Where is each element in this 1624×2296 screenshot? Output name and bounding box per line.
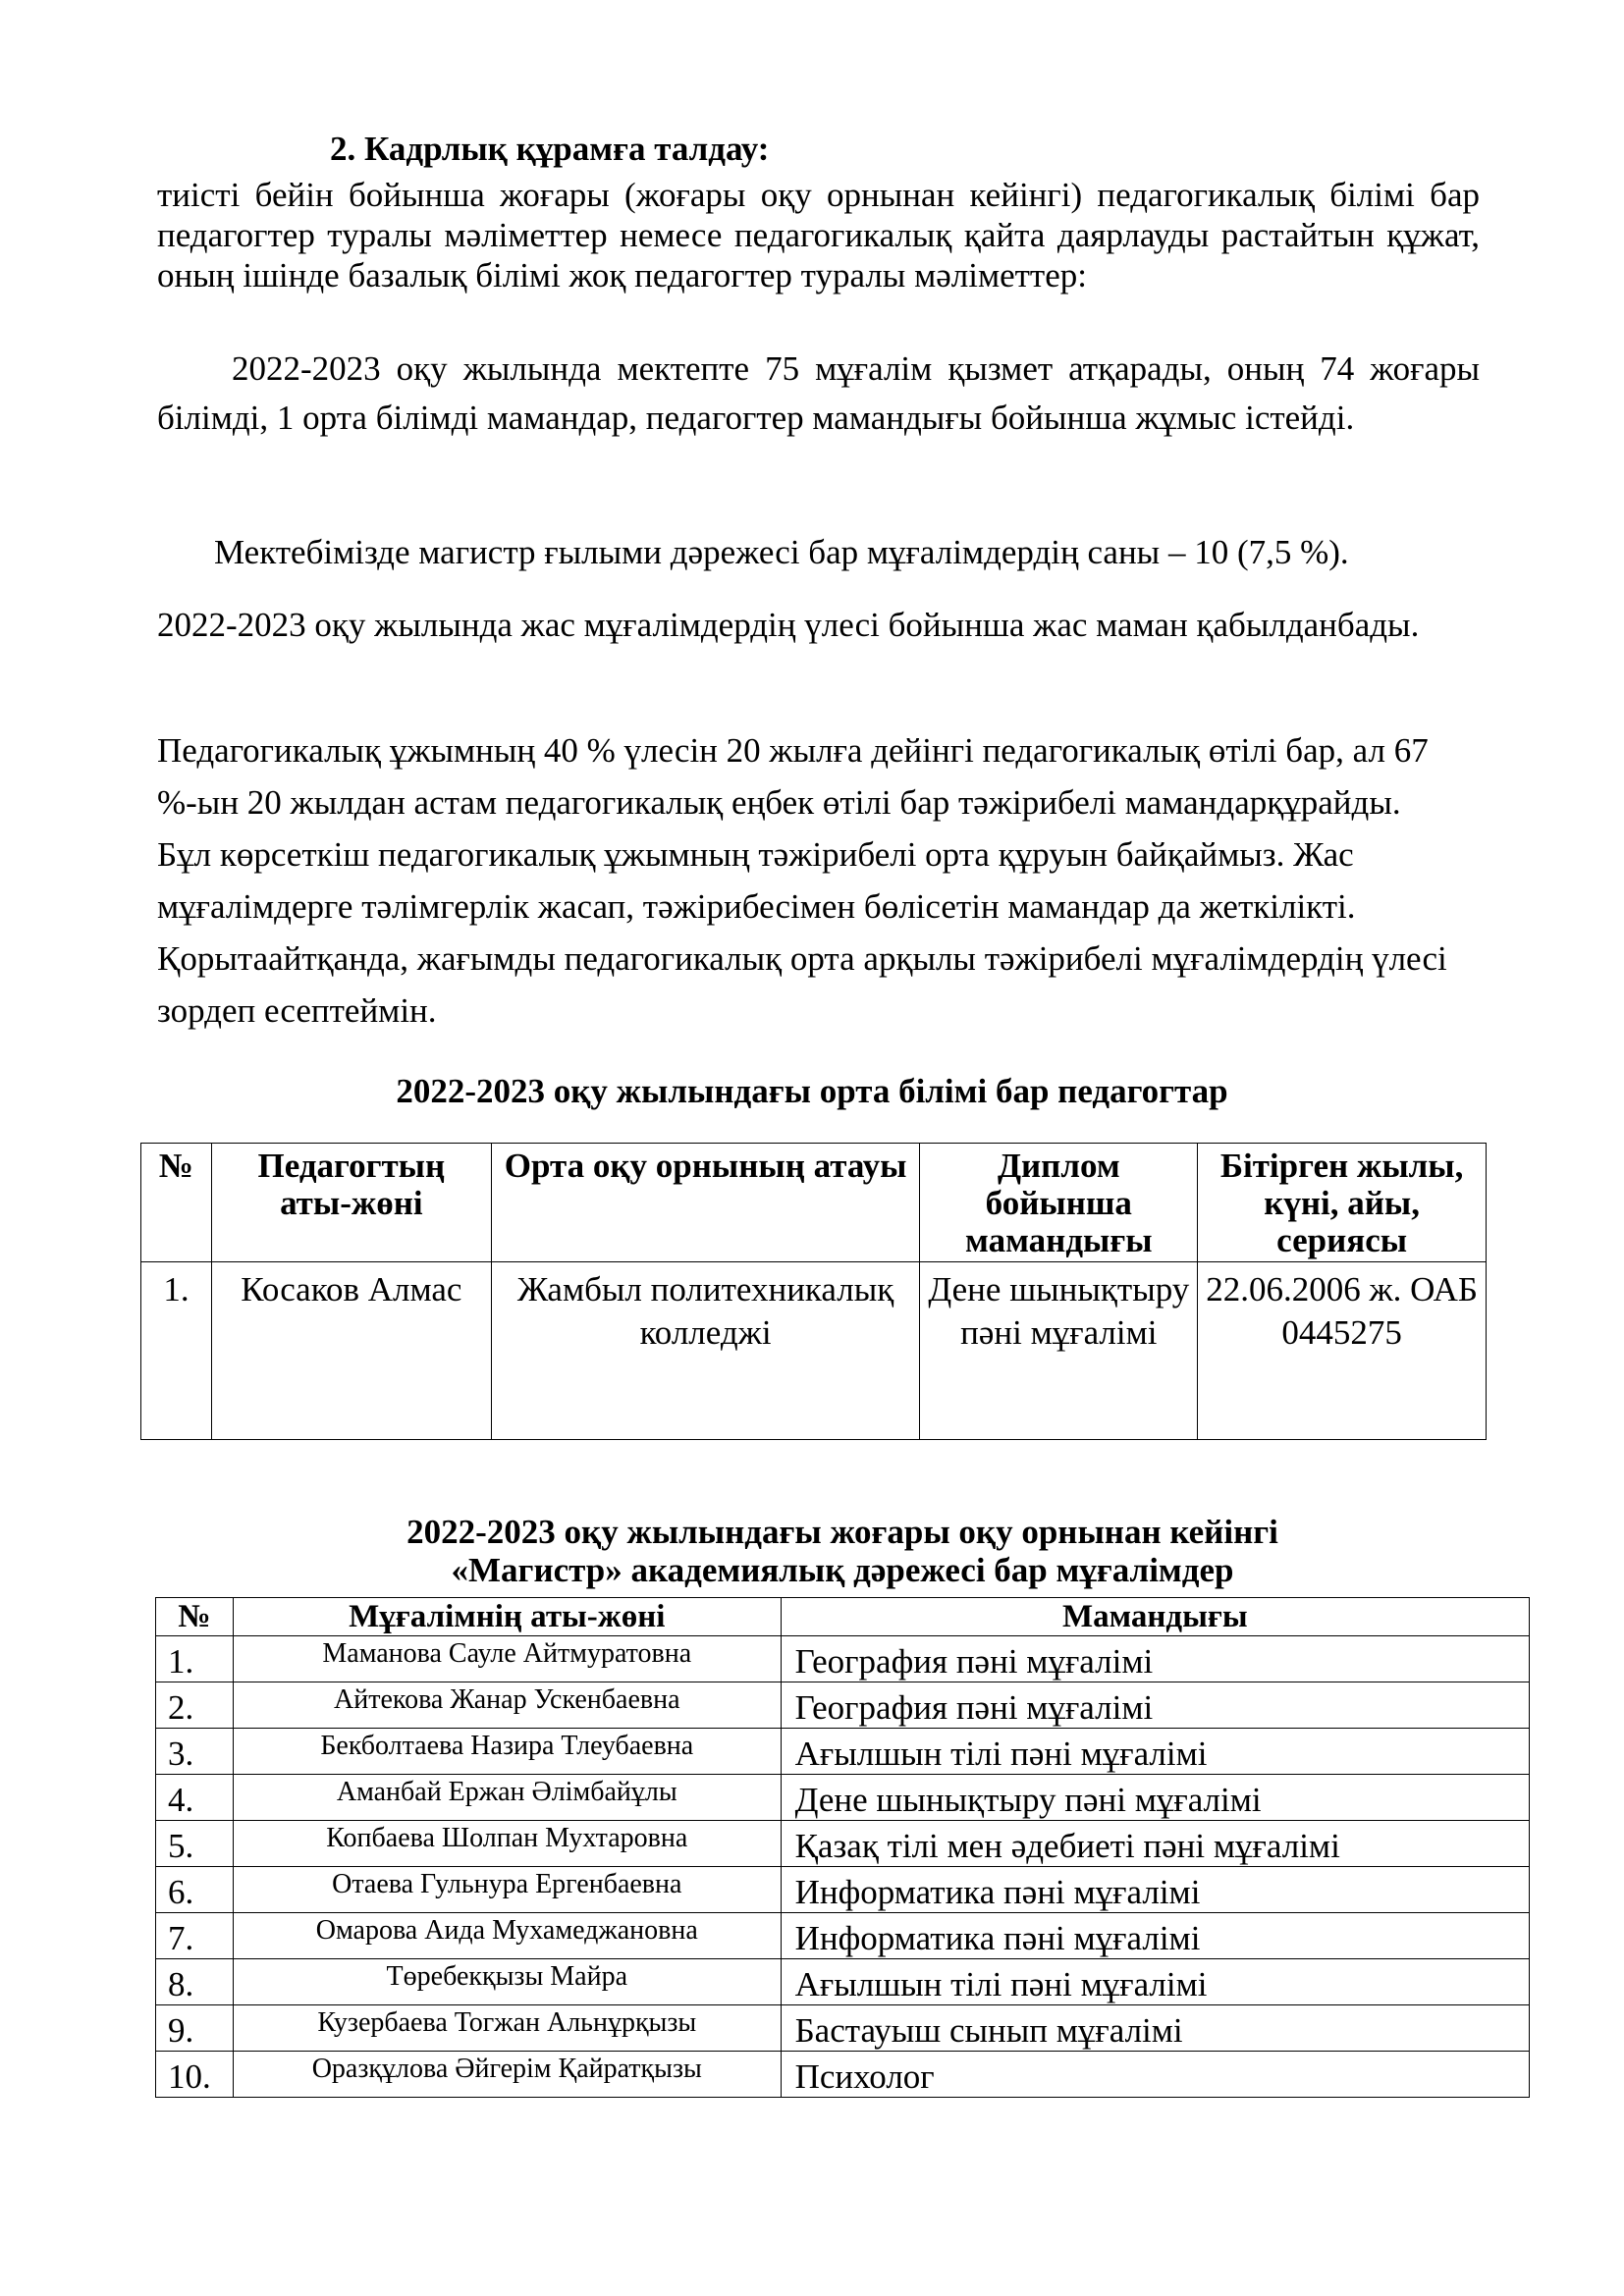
- header-school: Орта оқу орнының атауы: [491, 1144, 920, 1262]
- cell-number: 7.: [156, 1913, 234, 1959]
- secondary-education-table: [140, 1143, 1487, 1440]
- header-specialty: Мамандығы: [781, 1598, 1529, 1636]
- table-row: [156, 2052, 1530, 2098]
- paragraph-experience: Педагогикалық ұжымның 40 % үлесін 20 жылға дейінгі педагогикалық өтілі бар, ал 67 %-ын 20 жылдан астам педагогикалық еңбек өтілі бар тәжірибелі мамандарқұрайды. Бұл көрсеткіш педагогикалық ұжымның тәжірибелі орта құруын байқаймыз. Жас мұғалімдерге тәлімгерлік жасап, тәжірибесімен бөлісетін мамандар да жеткілікті. Қорытаайтқанда, жағымды педагогикалық орта арқылы тәжірибелі мұғалімдердің үлесі зордеп есептеймін.: [157, 731, 1447, 1030]
- cell-school: Жамбыл политехникалық колледжі: [491, 1262, 920, 1440]
- table-row: [156, 1636, 1530, 1682]
- cell-specialty: География пәні мұғалімі: [781, 1636, 1529, 1682]
- cell-teacher-name: Төребекқызы Майра: [233, 1959, 781, 2005]
- cell-specialty: Қазақ тілі мен әдебиеті пәні мұғалімі: [781, 1821, 1529, 1867]
- cell-specialty: Ағылшын тілі пәні мұғалімі: [781, 1729, 1529, 1775]
- cell-teacher-name: Айтекова Жанар Ускенбаевна: [233, 1682, 781, 1729]
- paragraph-masters: Мектебімізде магистр ғылыми дәрежесі бар мұғалімдердің саны – 10 (7,5 %).: [214, 533, 1349, 571]
- cell-name: Косаков Алмас: [211, 1262, 491, 1440]
- cell-specialty: География пәні мұғалімі: [781, 1682, 1529, 1729]
- cell-number: 1.: [156, 1636, 234, 1682]
- cell-teacher-name: Кузербаева Тогжан Альнұрқызы: [233, 2005, 781, 2052]
- header-name: Педагогтың аты-жөні: [211, 1144, 491, 1262]
- table-row: [141, 1262, 1487, 1440]
- paragraph-young-teachers: 2022-2023 оқу жылында жас мұғалімдердің үлесі бойынша жас маман қабылданбады.: [157, 606, 1420, 644]
- cell-teacher-name: Отаева Гульнура Ергенбаевна: [233, 1867, 781, 1913]
- cell-number: 8.: [156, 1959, 234, 2005]
- masters-teachers-table: [155, 1597, 1530, 2098]
- table-row: [156, 2005, 1530, 2052]
- cell-teacher-name: Аманбай Ержан Әлімбайұлы: [233, 1775, 781, 1821]
- table-row: [156, 1682, 1530, 1729]
- cell-teacher-name: Омарова Аида Мухамеджановна: [233, 1913, 781, 1959]
- header-number: №: [156, 1598, 234, 1636]
- cell-number: 1.: [141, 1262, 212, 1440]
- cell-specialty: Информатика пәні мұғалімі: [781, 1867, 1529, 1913]
- cell-teacher-name: Маманова Сауле Айтмуратовна: [233, 1636, 781, 1682]
- cell-diploma: Дене шынықтыру пәні мұғалімі: [920, 1262, 1198, 1440]
- cell-teacher-name: Копбаева Шолпан Мухтаровна: [233, 1821, 781, 1867]
- cell-number: 10.: [156, 2052, 234, 2098]
- table2-title-line2: «Магистр» академиялық дәрежесі бар мұғалімдер: [451, 1551, 1234, 1589]
- table-row: [156, 1959, 1530, 2005]
- cell-number: 6.: [156, 1867, 234, 1913]
- cell-number: 4.: [156, 1775, 234, 1821]
- header-graduated: Бітірген жылы, күні, айы, сериясы: [1198, 1144, 1487, 1262]
- cell-graduated: 22.06.2006 ж. ОАБ 0445275: [1198, 1262, 1487, 1440]
- section-heading: 2. Кадрлық құрамға талдау:: [330, 130, 770, 168]
- table-header-row: [156, 1598, 1530, 1636]
- table-header-row: [141, 1144, 1487, 1262]
- cell-specialty: Ағылшын тілі пәні мұғалімі: [781, 1959, 1529, 2005]
- paragraph-intro: тиісті бейін бойынша жоғары (жоғары оқу орнынан кейінгі) педагогикалық білімі бар педагогтер туралы мәліметтер немесе педагогикалық қайта даярлауды растайтын құжат, оның ішінде базалық білімі жоқ педагогтер туралы мәліметтер:: [157, 176, 1480, 294]
- table-row: [156, 1775, 1530, 1821]
- header-teacher-name: Мұғалімнің аты-жөні: [233, 1598, 781, 1636]
- cell-specialty: Информатика пәні мұғалімі: [781, 1913, 1529, 1959]
- cell-number: 9.: [156, 2005, 234, 2052]
- cell-number: 2.: [156, 1682, 234, 1729]
- table-row: [156, 1913, 1530, 1959]
- header-number: №: [141, 1144, 212, 1262]
- table2-title-line1: 2022-2023 оқу жылындағы жоғары оқу орнынан кейінгі: [406, 1513, 1278, 1551]
- cell-specialty: Дене шынықтыру пәні мұғалімі: [781, 1775, 1529, 1821]
- table-row: [156, 1821, 1530, 1867]
- cell-teacher-name: Оразқұлова Әйгерім Қайратқызы: [233, 2052, 781, 2098]
- header-diploma: Диплом бойынша мамандығы: [920, 1144, 1198, 1262]
- table-row: [156, 1867, 1530, 1913]
- cell-specialty: Психолог: [781, 2052, 1529, 2098]
- table-row: [156, 1729, 1530, 1775]
- paragraph-staff-count: 2022-2023 оқу жылында мектепте 75 мұғалім қызмет атқарады, оның 74 жоғары білімді, 1 орта білімді мамандар, педагогтер мамандығы бойынша жұмыс істейді.: [157, 349, 1480, 437]
- cell-number: 3.: [156, 1729, 234, 1775]
- cell-teacher-name: Бекболтаева Назира Тлеубаевна: [233, 1729, 781, 1775]
- cell-number: 5.: [156, 1821, 234, 1867]
- table1-title: 2022-2023 оқу жылындағы орта білімі бар педагогтар: [396, 1072, 1228, 1110]
- cell-specialty: Бастауыш сынып мұғалімі: [781, 2005, 1529, 2052]
